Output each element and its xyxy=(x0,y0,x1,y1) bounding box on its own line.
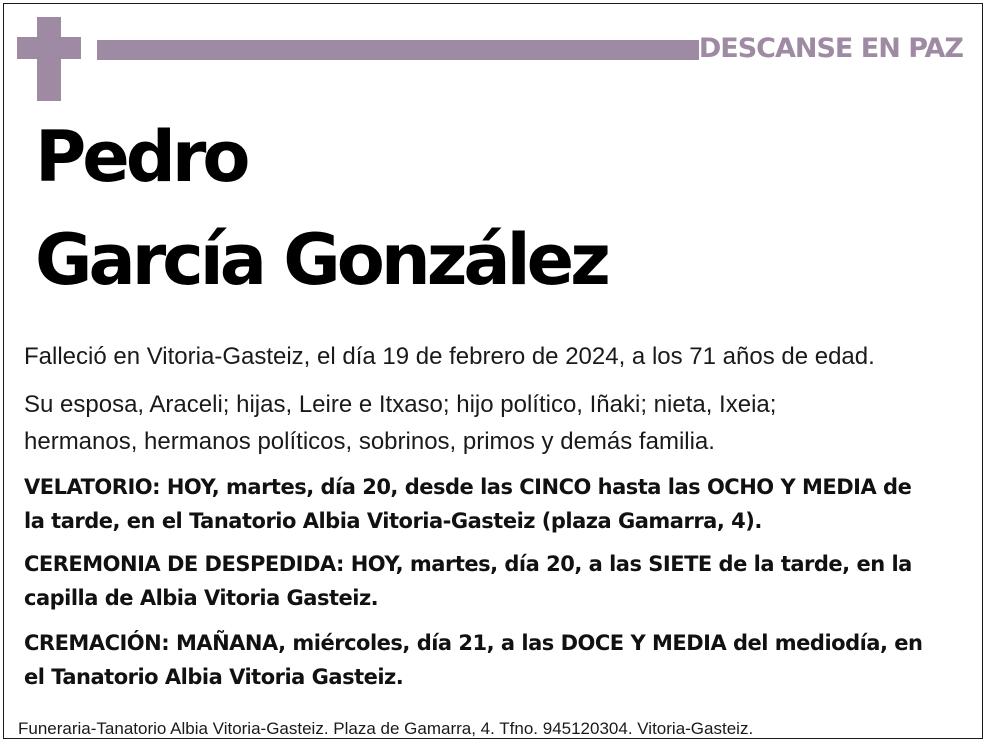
death-notice-text: Falleció en Vitoria-Gasteiz, el día 19 de febrero de 2024, a los 71 años de edad. xyxy=(24,343,875,370)
wake-paragraph xyxy=(24,470,964,538)
cremation-line-2: el Tanatorio Albia Vitoria Gasteiz. xyxy=(24,665,404,689)
family-paragraph xyxy=(24,386,964,460)
wake-line-2: la tarde, en el Tanatorio Albia Vitoria-Gasteiz (plaza Gamarra, 4). xyxy=(24,509,762,533)
family-line-2: hermanos, hermanos políticos, sobrinos, primos y demás familia. xyxy=(24,428,715,455)
cremation-paragraph xyxy=(24,626,964,694)
wake-line-1: VELATORIO: HOY, martes, día 20, desde las CINCO hasta las OCHO Y MEDIA de xyxy=(24,475,912,499)
cross-icon-vertical xyxy=(37,17,61,101)
header-label: DESCANSE EN PAZ xyxy=(698,33,963,64)
deceased-first-name: Pedro xyxy=(35,116,247,198)
death-notice-paragraph xyxy=(24,338,964,375)
header-divider-bar xyxy=(97,40,699,60)
funeral-home-footer: Funeraria-Tanatorio Albia Vitoria-Gasteiz. Plaza de Gamarra, 4. Tfno. 945120304. Vitoria-Gasteiz. xyxy=(18,719,754,738)
ceremony-paragraph xyxy=(24,547,964,615)
ceremony-line-2: capilla de Albia Vitoria Gasteiz. xyxy=(24,586,379,610)
cross-icon-horizontal xyxy=(17,37,81,59)
family-line-1: Su esposa, Araceli; hijas, Leire e Itxaso; hijo político, Iñaki; nieta, Ixeia; xyxy=(24,391,777,418)
deceased-surnames: García González xyxy=(35,219,607,301)
cremation-line-1: CREMACIÓN: MAÑANA, miércoles, día 21, a las DOCE Y MEDIA del mediodía, en xyxy=(24,631,923,655)
ceremony-line-1: CEREMONIA DE DESPEDIDA: HOY, martes, día 20, a las SIETE de la tarde, en la xyxy=(24,552,912,576)
